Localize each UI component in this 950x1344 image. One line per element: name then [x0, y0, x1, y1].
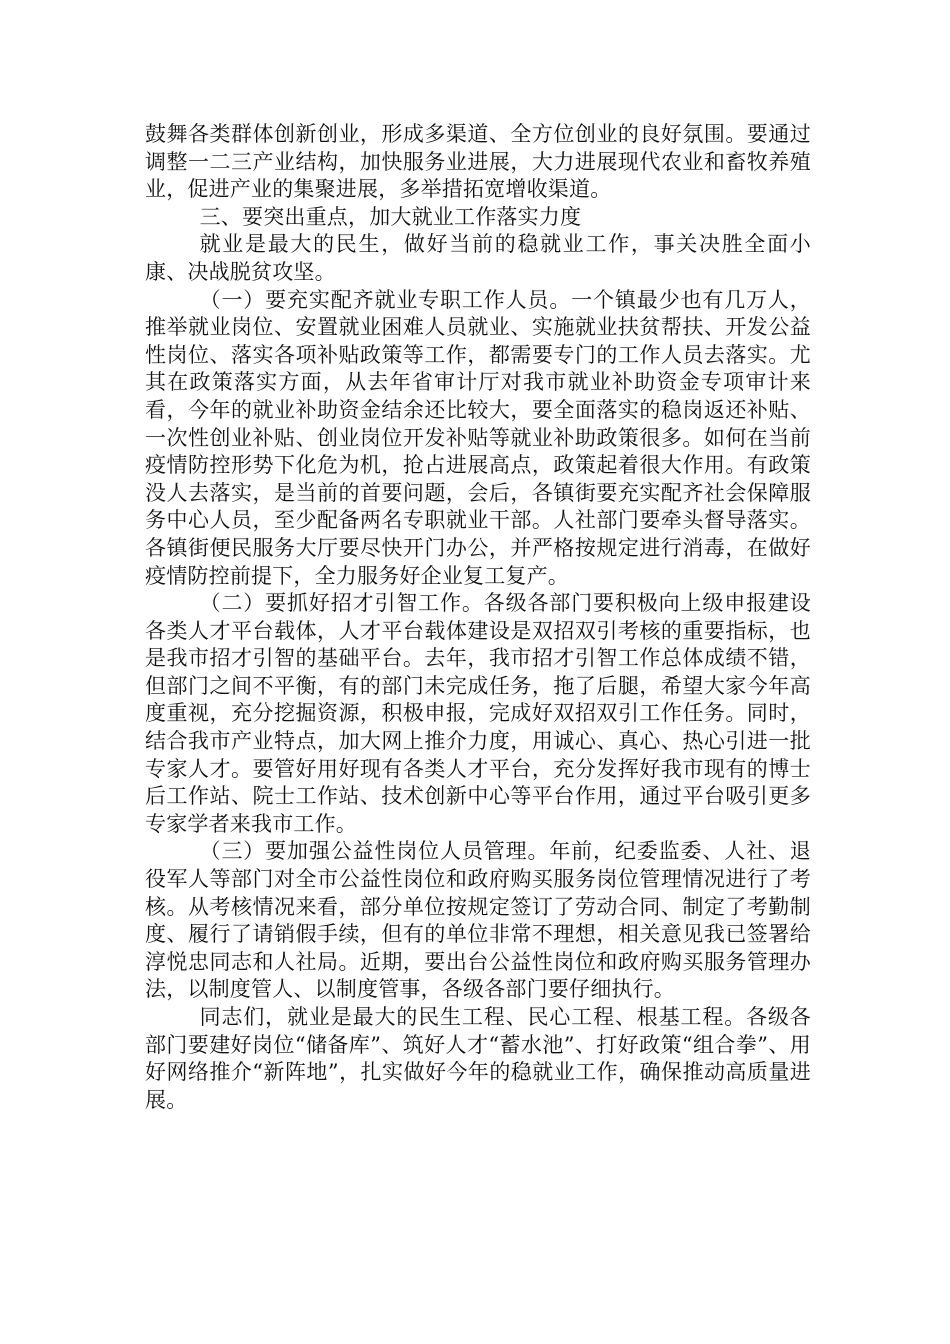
document-body	[145, 121, 811, 1114]
paragraph-closing: 同志们，就业是最大的民生工程、民心工程、根基工程。各级各部门要建好岗位“储备库”、筑好人才“蓄水池”、打好政策“组合拳”、用好网络推介“新阵地”，扎实做好今年的稳就业工作，确保推动高质量进展。	[145, 1005, 811, 1112]
paragraph-continuation: 鼓舞各类群体创新创业，形成多渠道、全方位创业的良好氛围。要通过调整一二三产业结构，加快服务业进展，大力进展现代农业和畜牧养殖业，促进产业的集聚进展，多举措拓宽增收渠道。	[145, 122, 811, 202]
section-heading: 三、要突出重点，加大就业工作落实力度	[199, 204, 582, 229]
paragraph-item-2: （二）要抓好招才引智工作。各级各部门要积极向上级申报建设各类人才平台载体，人才平台载体建设是双招双引考核的重要指标，也是我市招才引智的基础平台。去年，我市招才引智工作总体成绩不错，但部门之间不平衡，有的部门未完成任务，拖了后腿，希望大家今年高度重视，充分挖掘资源，积极申报，完成好双招双引工作任务。同时，结合我市产业特点，加大网上推介力度，用诚心、真心、热心引进一批专家人才。要管好用好现有各类人才平台，充分发挥好我市现有的博士后工作站、院士工作站、技术创新中心等平台作用，通过平台吸引更多专家学者来我市工作。	[145, 591, 811, 836]
paragraph-item-3: （三）要加强公益性岗位人员管理。年前，纪委监委、人社、退役军人等部门对全市公益性岗位和政府购买服务岗位管理情况进行了考核。从考核情况来看，部分单位按规定签订了劳动合同、制定了考勤制度、履行了请销假手续，但有的单位非常不理想，相关意见我已签署给淳悦忠同志和人社局。近期，要出台公益性岗位和政府购买服务管理办法，以制度管人、以制度管事，各级各部门要仔细执行。	[145, 839, 811, 1002]
paragraph-item-1: （一）要充实配齐就业专职工作人员。一个镇最少也有几万人，推举就业岗位、安置就业困难人员就业、实施就业扶贫帮扶、开发公益性岗位、落实各项补贴政策等工作，都需要专门的工作人员去落实。尤其在政策落实方面，从去年省审计厅对我市就业补助资金专项审计来看，今年的就业补助资金结余还比较大，要全面落实的稳岗返还补贴、一次性创业补贴、创业岗位开发补贴等就业补助政策很多。如何在当前疫情防控形势下化危为机，抢占进展高点，政策起着很大作用。有政策没人去落实，是当前的首要问题，会后，各镇街要充实配齐社会保障服务中心人员，至少配备两名专职就业干部。人社部门要牵头督导落实。各镇街便民服务大厅要尽快开门办公，并严格按规定进行消毒，在做好疫情防控前提下，全力服务好企业复工复产。	[145, 287, 811, 588]
paragraph-intro: 就业是最大的民生，做好当前的稳就业工作，事关决胜全面小康、决战脱贫攻坚。	[145, 232, 811, 284]
